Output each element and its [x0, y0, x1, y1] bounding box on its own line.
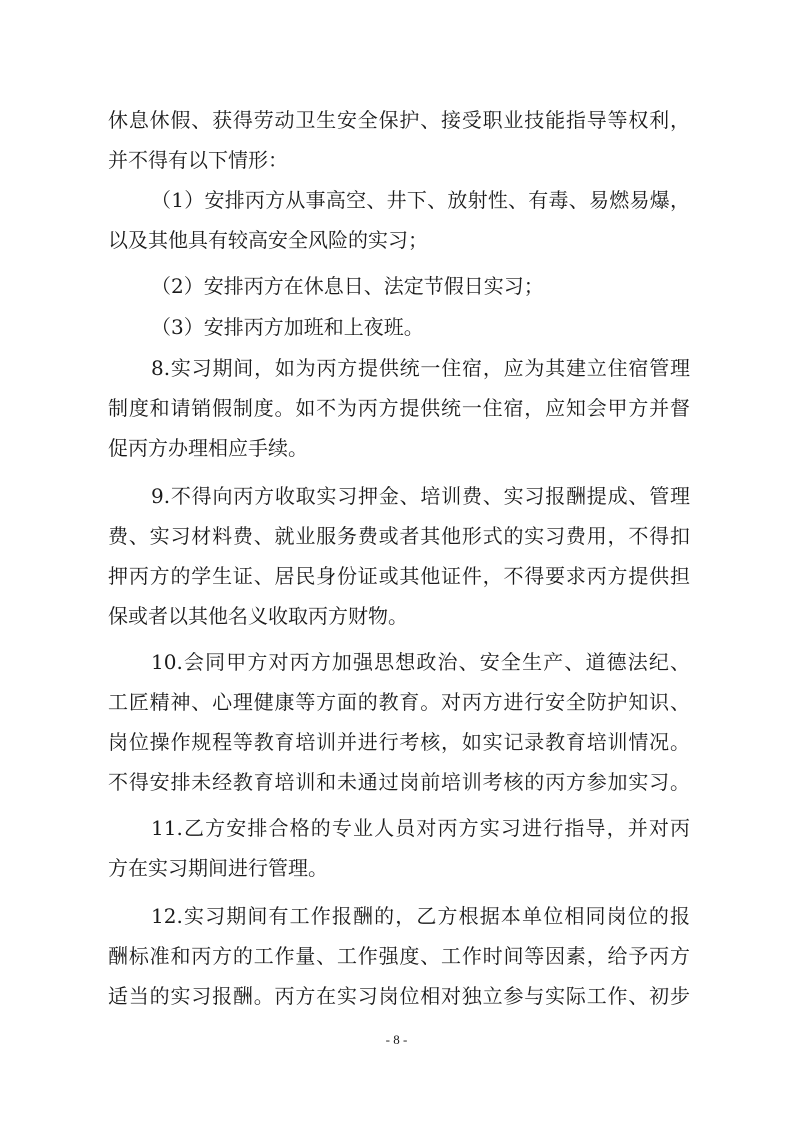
text-line: 费、实习材料费、就业服务费或者其他形式的实习费用，不得扣 — [108, 524, 690, 548]
text-line: 制度和请销假制度。如不为丙方提供统一住宿，应知会甲方并督 — [108, 396, 690, 420]
text-line: 9.不得向丙方收取实习押金、培训费、实习报酬提成、管理 — [151, 484, 690, 508]
text-line: 促丙方办理相应手续。 — [108, 436, 308, 460]
text-line: 以及其他具有较高安全风险的实习； — [108, 228, 428, 252]
text-line: 不得安排未经教育培训和未通过岗前培训考核的丙方参加实习。 — [108, 770, 690, 794]
text-line: 工匠精神、心理健康等方面的教育。对丙方进行安全防护知识、 — [108, 690, 690, 714]
text-line: （1）安排丙方从事高空、井下、放射性、有毒、易燃易爆， — [151, 188, 690, 212]
text-line: 保或者以其他名义收取丙方财物。 — [108, 604, 408, 628]
text-line: 押丙方的学生证、居民身份证或其他证件，不得要求丙方提供担 — [108, 564, 690, 588]
text-line: 休息休假、获得劳动卫生安全保护、接受职业技能指导等权利， — [108, 108, 690, 132]
text-line: 10.会同甲方对丙方加强思想政治、安全生产、道德法纪、 — [151, 650, 690, 674]
text-line: 适当的实习报酬。丙方在实习岗位相对独立参与实际工作、初步 — [108, 984, 690, 1008]
page-number: - 8 - — [385, 1032, 408, 1047]
text-line: 8.实习期间，如为丙方提供统一住宿，应为其建立住宿管理 — [151, 356, 690, 380]
text-line: （3）安排丙方加班和上夜班。 — [151, 315, 424, 339]
text-line: 方在实习期间进行管理。 — [108, 856, 328, 880]
text-line: 12.实习期间有工作报酬的，乙方根据本单位相同岗位的报 — [151, 904, 690, 928]
text-line: 岗位操作规程等教育培训并进行考核，如实记录教育培训情况。 — [108, 730, 690, 754]
text-line: 并不得有以下情形： — [108, 148, 288, 172]
text-line: 11.乙方安排合格的专业人员对丙方实习进行指导，并对丙 — [151, 816, 690, 840]
text-line: 酬标准和丙方的工作量、工作强度、工作时间等因素，给予丙方 — [108, 944, 690, 968]
text-line: （2）安排丙方在休息日、法定节假日实习； — [151, 274, 544, 298]
